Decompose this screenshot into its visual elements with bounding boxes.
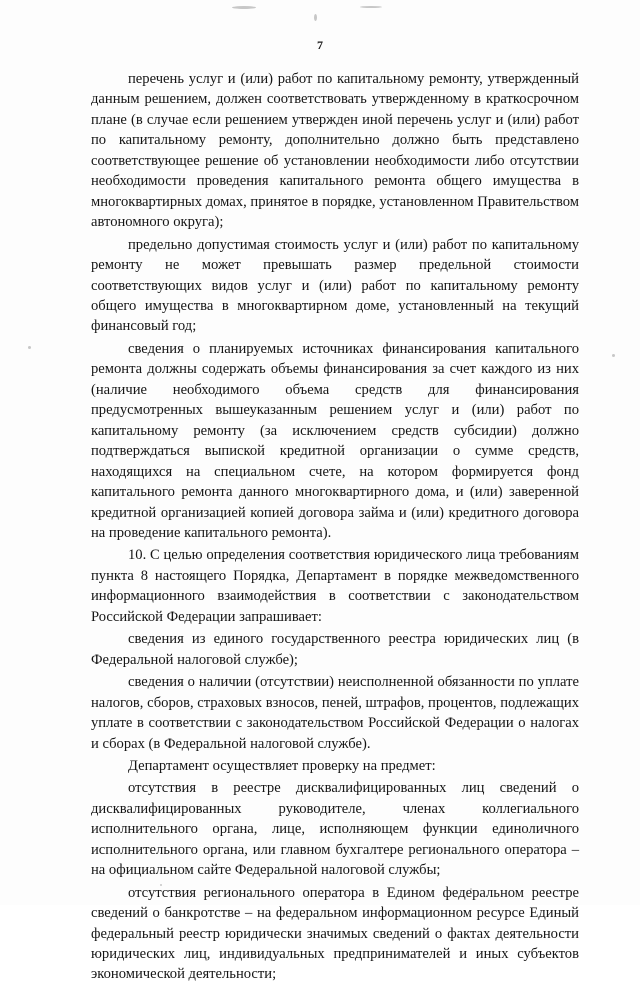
page-number: 7	[317, 38, 323, 52]
paragraph: предельно допустимая стоимость услуг и (или) работ по капитальному ремонту не может превышать размер предельной стоимости соответствующих видов услуг и (или) работ по капитальному ремонту общего имущества в многоквартирном доме, установленный на текущий финансовый год;	[91, 236, 579, 335]
paragraph: отсутствия регионального оператора в Едином федеральном реестре сведений о банкротстве – на федеральном информационном ресурсе Единый федеральный реестр юридически значимых сведений о фактах деятельности юридических лиц, индивидуальных предпринимателей и иных субъектов экономической деятельности;	[91, 884, 579, 983]
paragraph: отсутствия в реестре дисквалифицированных лиц сведений о дисквалифицированных руководителе, членах коллегиального исполнительного органа, лице, исполняющем функции единоличного исполнительного органа, или главном бухгалтере регионального оператора – на официальном сайте Федеральной налоговой службы;	[91, 780, 579, 879]
paragraph: сведения из единого государственного реестра юридических лиц (в Федеральной налоговой службе);	[91, 631, 579, 668]
scan-artifact	[28, 346, 31, 349]
paragraph: 10. С целью определения соответствия юридического лица требованиям пункта 8 настоящего Порядка, Департамент в порядке межведомственного информационного взаимодействия в соответствии с законодательством Российской Федерации запрашивает:	[91, 547, 579, 625]
paragraph: Департамент осуществляет проверку на предмет:	[128, 757, 436, 774]
scan-artifact	[232, 6, 256, 9]
document-body	[91, 69, 579, 985]
paragraph: сведения о наличии (отсутствии) неисполненной обязанности по уплате налогов, сборов, страховых взносов, пеней, штрафов, процентов, подлежащих уплате в соответствии с законодательством Российской Федерации о налогах и сборах (в Федеральной налоговой службе).	[91, 674, 579, 752]
paragraph: сведения о планируемых источниках финансирования капитального ремонта должны содержать объемы финансирования за счет каждого из них (наличие необходимого объема средств для финансирования предусмотренных вышеуказанным решением услуг и (или) работ по капитальному ремонту (за исключением средств субсидии) должно подтверждаться выпиской кредитной организации о сумме средств, находящихся на специальном счете, на котором формируется фонд капитального ремонта данного многоквартирного дома, и (или) заверенной кредитной организацией копией договора займа и (или) кредитного договора на проведение капитального ремонта).	[91, 340, 579, 541]
scan-artifact	[314, 14, 317, 21]
scan-artifact	[360, 6, 382, 8]
scan-artifact	[612, 354, 615, 357]
paragraph: перечень услуг и (или) работ по капитальному ремонту, утвержденный данным решением, должен соответствовать утвержденному в краткосрочном плане (в случае если решением утвержден иной перечень услуг и (или) работ по капитальному ремонту, дополнительно должно быть представлено соответствующее решение об установлении необходимости либо отсутствии необходимости проведения капитального ремонта общего имущества в многоквартирных домах, принятое в порядке, установленном Правительством автономного округа);	[91, 71, 579, 231]
